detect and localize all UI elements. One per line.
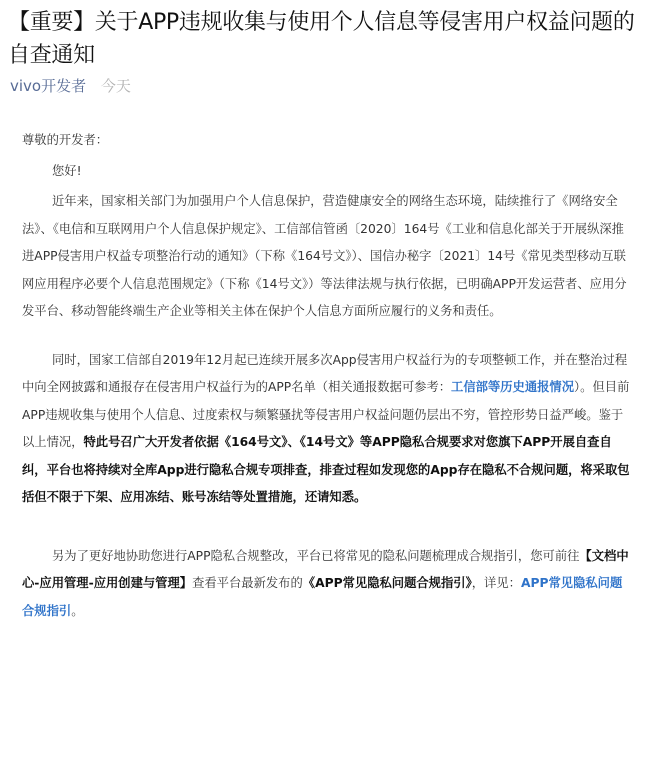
paragraph-guide-text-2: 查看平台最新发布的 <box>192 576 303 590</box>
publish-date: 今天 <box>100 77 131 95</box>
article-title: 【重要】关于APP违规收集与使用个人信息等侵害用户权益问题的自查通知 <box>8 10 635 68</box>
paragraph-guide-text: 另为了更好地协助您进行APP隐私合规整改，平台已将常见的隐私问题梳理成合规指引，您可前往 <box>52 548 580 563</box>
paragraph-guide-end: 。 <box>71 603 84 618</box>
self-check-call-bold: 特此号召广大开发者依据《164号文》、《14号文》等APP隐私合规要求对您旗下APP开展自查自纠，平台也将持续对全库App进行隐私合规专项排查，排查过程如发现您的App存在隐私不合规问题，将采取包括但不限于下架、应用冻结、账号冻结等处置措施，还请知悉。 <box>22 435 630 504</box>
paragraph-rectification <box>22 347 632 512</box>
paragraph-laws: 近年来，国家相关部门为加强用户个人信息保护，营造健康安全的网络生态环境，陆续推行了《网络安全法》、《电信和互联网用户个人信息保护规定》、工信部信管函〔2020〕164号《工业和信息化部关于开展纵深推进APP侵害用户权益专项整治行动的通知》（下称《164号文》）、国信办秘字〔2021〕14号《常见类型移动互联网应用程序必要个人信息范围规定》（下称《14号文》）等法律法规与执行依据，已明确APP开发运营者、应用分发平台、移动智能终端生产企业等相关主体在保护个人信息方面所应履行的义务和责任。 <box>22 194 627 318</box>
paragraph-rectification-text: 同时，国家工信部自2019年12月起已连续开展多次App侵害用户权益行为的专项整顿工作，并在整治过程中向全网披露和通报存在侵害用户权益行为的APP名单（相关通报数据可参考： <box>22 352 628 394</box>
guide-document-title: 《APP常见隐私问题合规指引》 <box>302 576 472 590</box>
paragraph-guide-text-3: ，详见： <box>471 576 521 590</box>
privacy-guide-link[interactable]: APP常见隐私问题合规指引 <box>22 576 623 618</box>
greeting: 尊敬的开发者： <box>22 133 109 147</box>
history-report-link[interactable]: 工信部等历史通报情况 <box>451 380 575 394</box>
hello-line: 您好! <box>52 163 82 178</box>
article-content <box>22 127 632 625</box>
paragraph-guide <box>22 543 632 626</box>
article-meta <box>10 75 131 97</box>
author-link[interactable]: vivo开发者 <box>10 77 87 95</box>
paragraph-rectification-text-2: ）。但目前APP违规收集与使用个人信息、过度索权与频繁骚扰等侵害用户权益问题仍层出不穷，管控形势日益严峻。鉴于以上情况， <box>22 380 630 449</box>
doc-center-path: 【文档中心-应用管理-应用创建与管理】 <box>22 548 629 590</box>
